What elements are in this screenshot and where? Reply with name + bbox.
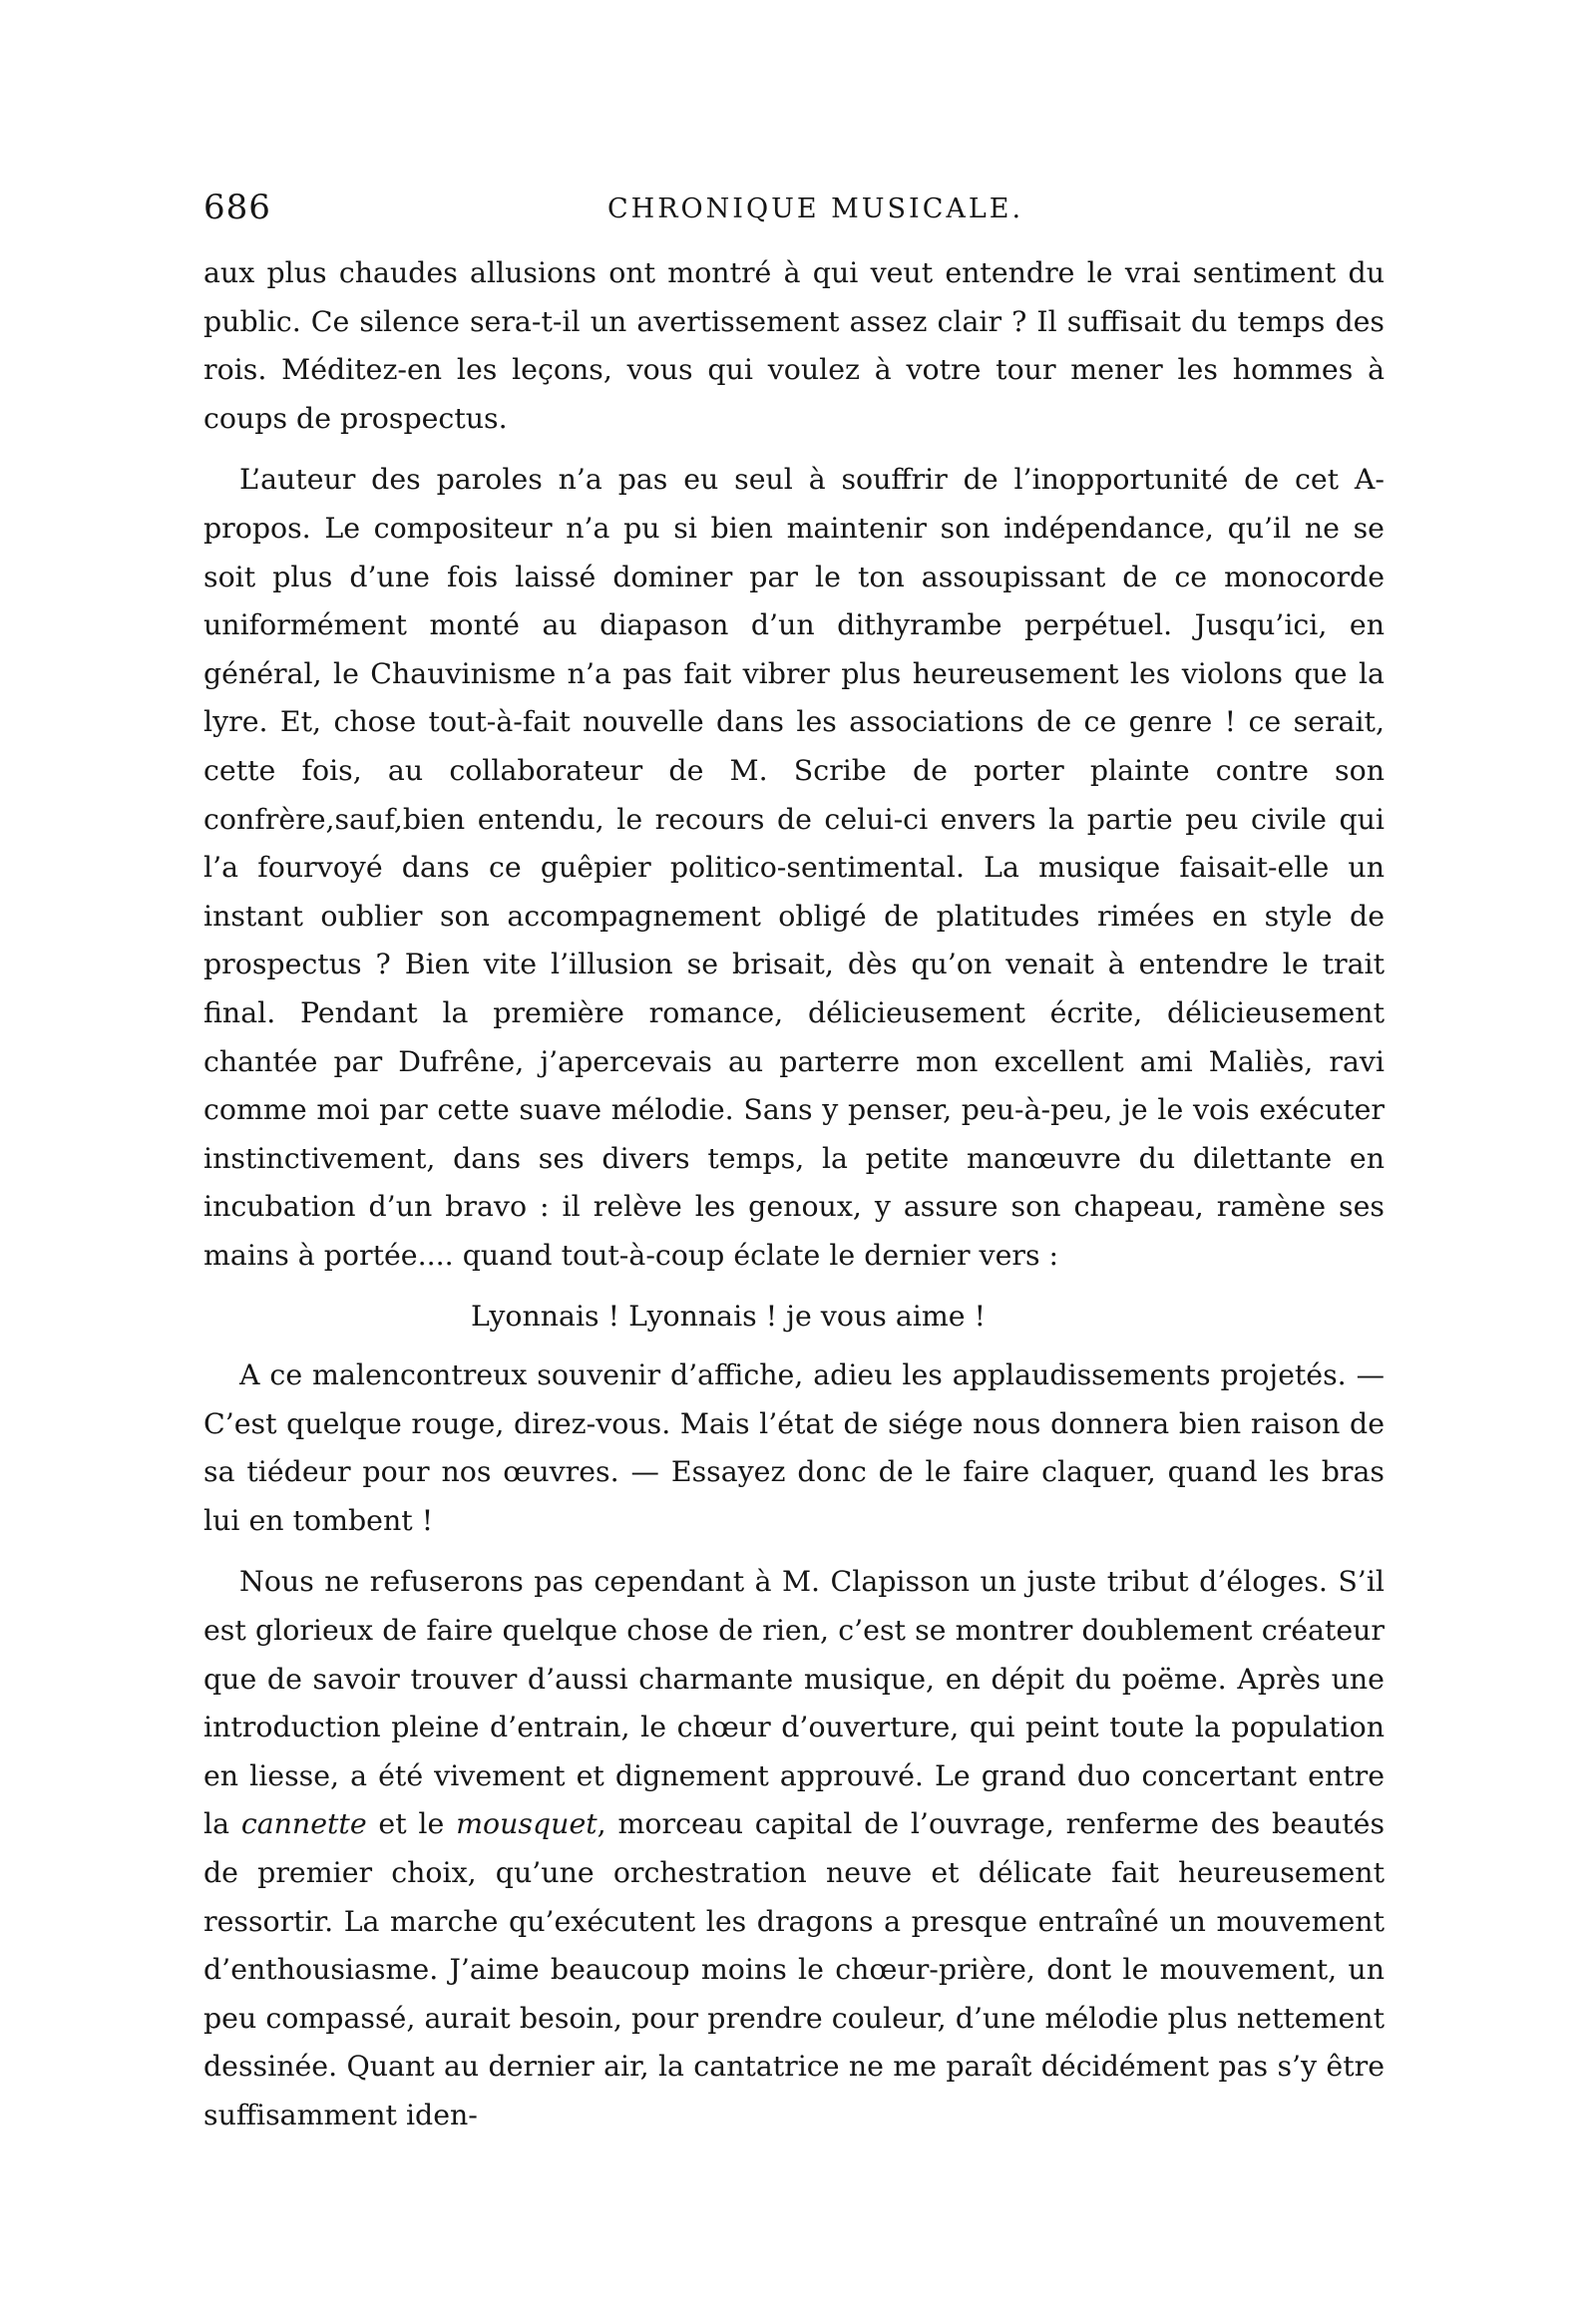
running-head (203, 188, 1381, 237)
paragraph-clapisson-part-a: Nous ne refuserons pas cependant à M. Clapisson un juste tribut d’éloges. S’il est glorieux de faire quelque chose de rien, c’est se montrer doublement créateur que de savoir trouver d’aussi charmante musique, en dépit du poëme. Après une introduction pleine d’entrain, le chœur d’ouverture, qui peint toute la population en liesse, a été vivement et dignement approuvé. Le grand duo concertant entre la (203, 1565, 1385, 1841)
paragraph-clapisson (203, 1558, 1385, 2139)
running-title: CHRONIQUE MUSICALE. (607, 193, 1024, 224)
italic-mousquet: mousquet (456, 1807, 598, 1841)
page-number: 686 (203, 188, 271, 227)
body-text (203, 249, 1385, 2140)
paragraph-clapisson-part-c: , morceau capital de l’ouvrage, renferme des beautés de premier choix, qu’une orchestration neuve et délicate fait heureusement ressortir. La marche qu’exécutent les dragons a presque entraîné un mouvement d’enthousiasme. J’aime beaucoup moins le chœur-prière, dont le mouvement, un peu compassé, aurait besoin, pour prendre couleur, d’une mélodie plus nettement dessinée. Quant au dernier air, la cantatrice ne me paraît décidément pas s’y être suffisamment iden- (203, 1807, 1386, 2131)
paragraph-malencontreux: A ce malencontreux souvenir d’affiche, adieu les applaudissements projetés. — C’est quelque rouge, direz-vous. Mais l’état de siége nous donnera bien raison de sa tiédeur pour nos œuvres. — Essayez donc de le faire claquer, quand les bras lui en tombent ! (203, 1358, 1385, 1537)
paragraph-clapisson-part-b: et le (366, 1807, 457, 1841)
italic-cannette: cannette (240, 1807, 367, 1841)
paragraph-continued: aux plus chaudes allusions ont montré à qui veut entendre le vrai sentiment du public. Ce silence sera-t-il un avertissement assez clair ? Il suffisait du temps des rois. Méditez-en les leçons, vous qui voulez à votre tour mener les hommes à coups de prospectus. (203, 256, 1385, 435)
verse-quote: Lyonnais ! Lyonnais ! je vous aime ! (471, 1300, 986, 1334)
paragraph-auteur: L’auteur des paroles n’a pas eu seul à souffrir de l’inopportunité de cet A-propos. Le compositeur n’a pu si bien maintenir son indépendance, qu’il ne se soit plus d’une fois laissé dominer par le ton assoupissant de ce monocorde uniformément monté au diapason d’un dithyrambe perpétuel. Jusqu’ici, en général, le Chauvinisme n’a pas fait vibrer plus heureusement les violons que la lyre. Et, chose tout-à-fait nouvelle dans les associations de ce genre ! ce serait, cette fois, au collaborateur de M. Scribe de porter plainte contre son confrère,sauf,bien entendu, le recours de celui-ci envers la partie peu civile qui l’a fourvoyé dans ce guêpier politico-sentimental. La musique faisait-elle un instant oublier son accompagnement obligé de platitudes rimées en style de prospectus ? Bien vite l’illusion se brisait, dès qu’on venait à entendre le trait final. Pendant la première romance, délicieusement écrite, délicieusement chantée par Dufrêne, j’apercevais au parterre mon excellent ami Maliès, ravi comme moi par cette suave mélodie. Sans y penser, peu-à-peu, je le vois exécuter instinctivement, dans ses divers temps, la petite manœuvre du dilettante en incubation d’un bravo : il relève les genoux, y assure son chapeau, ramène ses mains à portée.... quand tout-à-coup éclate le dernier vers : (203, 463, 1385, 1272)
